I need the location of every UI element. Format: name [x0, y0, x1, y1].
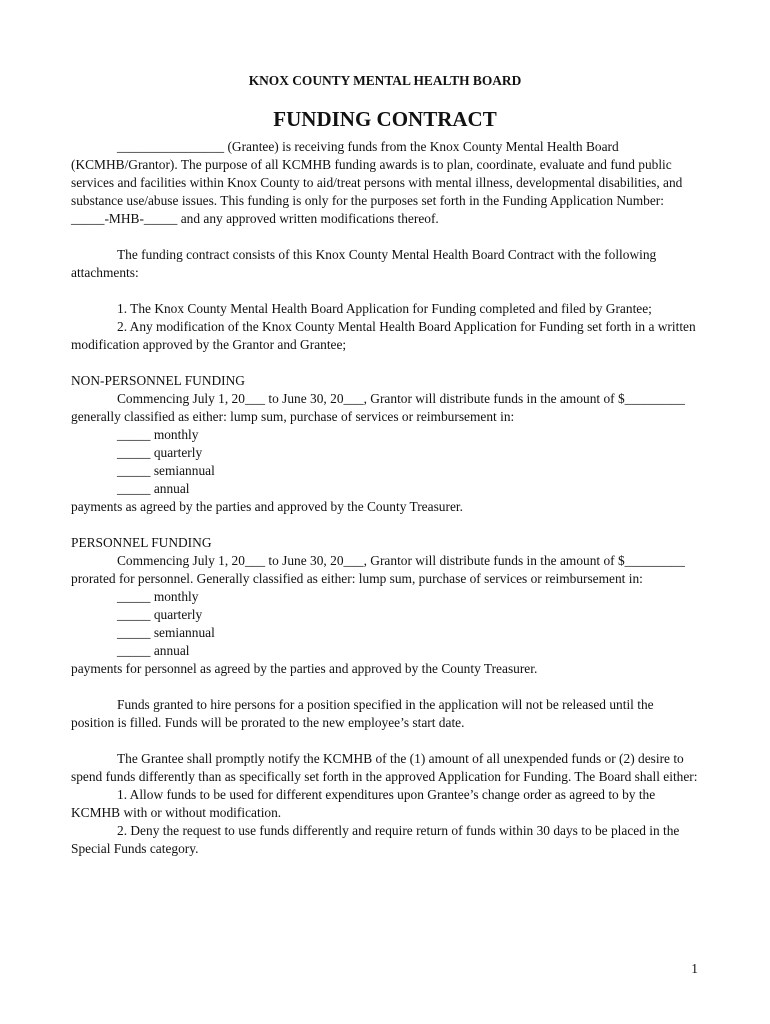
non-personnel-option-annual: _____ annual	[117, 481, 190, 496]
attachment-item-2: 2. Any modification of the Knox County Mental Health Board Application for Funding set forth in a written modification approved by the Grantor and Grantee;	[71, 319, 696, 352]
attachments-intro: The funding contract consists of this Knox County Mental Health Board Contract with the following attachments:	[71, 247, 657, 280]
personnel-option-annual: _____ annual	[117, 643, 190, 658]
personnel-heading: PERSONNEL FUNDING	[71, 535, 212, 550]
personnel-text: Commencing July 1, 20___ to June 30, 20___, Grantor will distribute funds in the amount of $_________ prorated for personnel. Generally classified as either: lump sum, purchase of services or reimbursement in:	[71, 553, 685, 586]
non-personnel-option-monthly: _____ monthly	[117, 427, 199, 442]
board-option-1: 1. Allow funds to be used for different expenditures upon Grantee’s change order as agreed to by the KCMHB with or without modification.	[71, 787, 656, 820]
contract-title: FUNDING CONTRACT	[273, 107, 497, 131]
non-personnel-option-quarterly: _____ quarterly	[117, 445, 203, 460]
non-personnel-text: Commencing July 1, 20___ to June 30, 20___, Grantor will distribute funds in the amount of $_________ generally classified as either: lump sum, purchase of services or reimbursement in:	[71, 391, 685, 424]
personnel-option-semiannual: _____ semiannual	[117, 625, 215, 640]
personnel-option-monthly: _____ monthly	[117, 589, 199, 604]
non-personnel-option-semiannual: _____ semiannual	[117, 463, 215, 478]
non-personnel-heading: NON-PERSONNEL FUNDING	[71, 373, 245, 388]
attachment-item-1: 1. The Knox County Mental Health Board Application for Funding completed and filed by Grantee;	[117, 301, 652, 316]
intro-paragraph: ________________ (Grantee) is receiving funds from the Knox County Mental Health Board (KCMHB/Grantor). The purpose of all KCMHB funding awards is to plan, coordinate, evaluate and fund public services and facilities within Knox County to aid/treat persons with mental illness, developmental disabilities, and substance use/abuse issues. This funding is only for the purposes set forth in the Funding Application Number: _____-MHB-_____ and any approved written modifications thereof.	[71, 139, 683, 226]
document-content	[71, 72, 699, 858]
non-personnel-closing: payments as agreed by the parties and approved by the County Treasurer.	[71, 499, 463, 514]
notify-paragraph: The Grantee shall promptly notify the KCMHB of the (1) amount of all unexpended funds or (2) desire to spend funds differently than as specifically set forth in the approved Application for Funding. The Board shall either:	[71, 751, 698, 784]
board-title: KNOX COUNTY MENTAL HEALTH BOARD	[248, 73, 522, 88]
personnel-option-quarterly: _____ quarterly	[117, 607, 203, 622]
personnel-closing: payments for personnel as agreed by the parties and approved by the County Treasurer.	[71, 661, 538, 676]
page-number: 1	[691, 961, 698, 976]
board-option-2: 2. Deny the request to use funds differently and require return of funds within 30 days to be placed in the Special Funds category.	[71, 823, 680, 856]
position-paragraph: Funds granted to hire persons for a position specified in the application will not be released until the position is filled. Funds will be prorated to the new employee’s start date.	[71, 697, 654, 730]
